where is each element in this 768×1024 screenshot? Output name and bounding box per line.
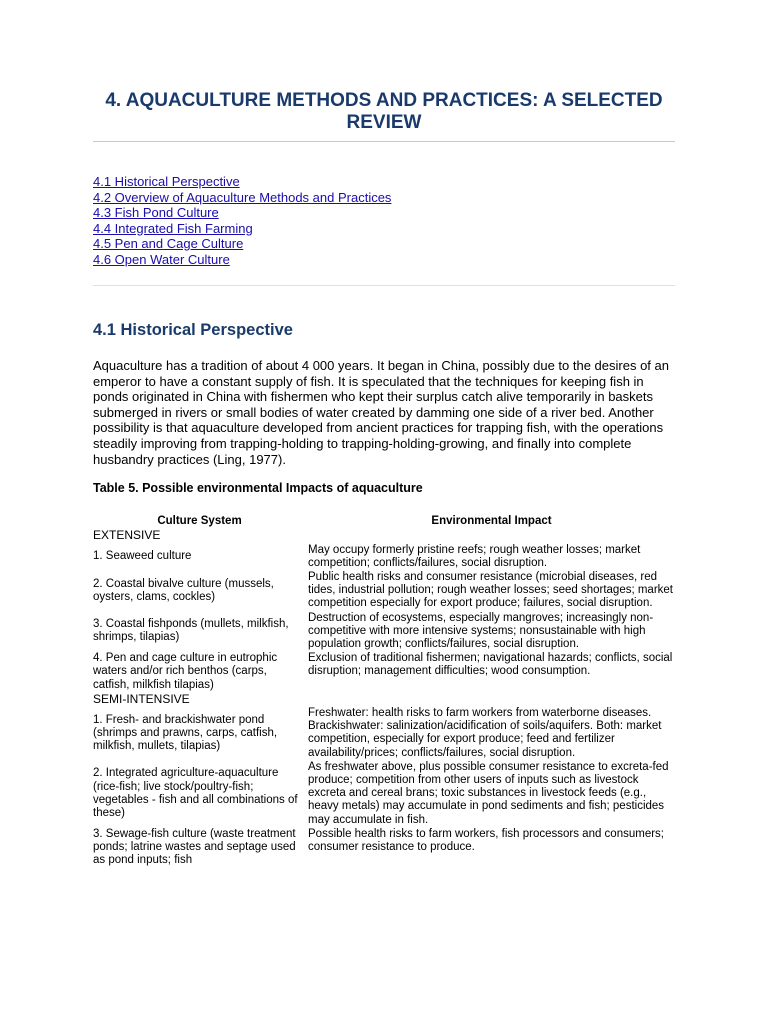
toc-link-pen-cage-culture[interactable]: 4.5 Pen and Cage Culture (93, 236, 244, 251)
culture-system-cell: 4. Pen and cage culture in eutrophic waters and/or rich benthos (carps, catfish, milkfish tilapias) (93, 652, 278, 691)
column-header-culture-system: Culture System (157, 515, 242, 528)
table-row (93, 652, 677, 693)
table-row (93, 828, 677, 869)
toc-link-open-water-culture[interactable]: 4.6 Open Water Culture (93, 251, 230, 267)
column-header-environmental-impact: Environmental Impact (431, 515, 552, 528)
culture-system-cell: 1. Fresh- and brackishwater pond (shrimps and prawns, carps, catfish, milkfish, mullets, tilapias) (93, 713, 278, 752)
impact-cell: Freshwater: health risks to farm workers from waterborne diseases. Brackishwater: salinization/acidification of soils/aquifers. Both: market competition, especially for export produce; feed and fertilizer availability/prices; conflicts/failures, social disruption. (308, 707, 662, 759)
impacts-table (93, 512, 677, 868)
section-paragraph: Aquaculture has a tradition of about 4 000 years. It began in China, possibly due to the desires of an emperor to have a constant supply of fish. It is speculated that the techniques for keeping fish in ponds originated in China with fishermen who kept their surplus catch alive temporarily in baskets submerged in rivers or small bodies of water created by damming one side of a river bed. Another possibility is that aquaculture developed from ancient practices for trapping fish, with the operations steadily improving from trapping-holding to trapping-holding-growing, and finally into complete husbandry practices (Ling, 1977). (93, 358, 669, 467)
toc-link-historical-perspective[interactable]: 4.1 Historical Perspective (93, 174, 240, 189)
table-caption: Table 5. Possible environmental Impacts of aquaculture (93, 481, 423, 496)
table-of-contents (93, 174, 675, 267)
table-row (93, 571, 677, 612)
toc-link-overview-methods[interactable]: 4.2 Overview of Aquaculture Methods and Practices (93, 189, 392, 205)
impact-cell: Destruction of ecosystems, especially mangroves; increasingly non-competitive with more intensive systems; nonsustainable with high population growth; conflicts/failures, social disruption. (308, 611, 654, 650)
impact-cell: Public health risks and consumer resistance (microbial diseases, red tides, industrial pollution; rough weather losses; seed shortages; market competition especially for export produce; failures, social disruption. (308, 570, 674, 610)
category-extensive: EXTENSIVE (93, 528, 161, 543)
category-row (93, 529, 677, 543)
culture-system-cell: 3. Coastal fishponds (mullets, milkfish, shrimps, tilapias) (93, 618, 289, 644)
toc-link-integrated-fish-farming[interactable]: 4.4 Integrated Fish Farming (93, 220, 253, 236)
title-divider (93, 141, 675, 142)
culture-system-cell: 2. Coastal bivalve culture (mussels, oysters, clams, cockles) (93, 577, 274, 603)
impact-cell: Possible health risks to farm workers, fish processors and consumers; consumer resistance to produce. (308, 827, 664, 854)
culture-system-cell: 3. Sewage-fish culture (waste treatment ponds; latrine wastes and septage used as pond inputs; fish (93, 827, 296, 867)
impact-cell: May occupy formerly pristine reefs; rough weather losses; market competition; conflicts/failures, social disruption. (308, 543, 641, 569)
table-row (93, 761, 677, 828)
impact-cell: Exclusion of traditional fishermen; navigational hazards; conflicts, social disruption; management difficulties; wood consumption. (308, 652, 673, 678)
toc-link-fish-pond-culture[interactable]: 4.3 Fish Pond Culture (93, 205, 219, 220)
section-heading: 4.1 Historical Perspective (93, 321, 293, 339)
table-header-row (93, 512, 677, 529)
document-page (93, 0, 675, 868)
culture-system-cell: 1. Seaweed culture (93, 550, 192, 563)
culture-system-cell: 2. Integrated agriculture-aquaculture (rice-fish; live stock/poultry-fish; vegetables - fish and all combinations of these) (93, 767, 298, 820)
category-row (93, 693, 677, 707)
toc-divider (93, 285, 675, 286)
page-title: 4. AQUACULTURE METHODS AND PRACTICES: A SELECTED REVIEW (105, 90, 663, 133)
table-row (93, 612, 677, 653)
category-semi-intensive: SEMI-INTENSIVE (93, 691, 190, 706)
table-row (93, 544, 677, 571)
impact-cell: As freshwater above, plus possible consumer resistance to excreta-fed produce; competition from other users of inputs such as livestock excreta and cereal brans; toxic substances in livestock feeds (e.g., heavy metals) may accumulate in pond sediments and fish; pesticides may accumulate in fish. (308, 760, 669, 826)
table-row (93, 707, 677, 761)
